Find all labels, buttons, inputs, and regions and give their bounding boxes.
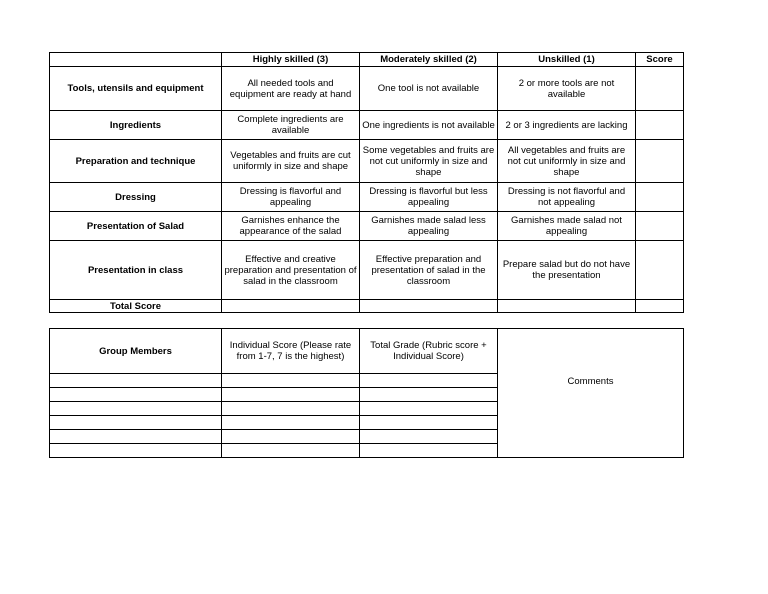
- moderately-skilled-cell: Garnishes made salad less appealing: [360, 212, 498, 241]
- unskilled-cell: Garnishes made salad not appealing: [498, 212, 636, 241]
- moderately-skilled-cell: Some vegetables and fruits are not cut uniformly in size and shape: [360, 140, 498, 183]
- member-name-cell[interactable]: [50, 402, 222, 416]
- member-name-cell[interactable]: [50, 388, 222, 402]
- total-grade-cell[interactable]: [360, 444, 498, 458]
- rubric-table: [49, 52, 684, 313]
- rubric-header-row: [50, 53, 684, 67]
- header-highly-skilled: Highly skilled (3): [222, 53, 360, 67]
- group-members-table: [49, 328, 684, 458]
- score-cell[interactable]: [636, 67, 684, 111]
- criterion-cell: Ingredients: [50, 111, 222, 140]
- total-grade-cell[interactable]: [360, 416, 498, 430]
- highly-skilled-cell: Complete ingredients are available: [222, 111, 360, 140]
- criterion-cell: Presentation of Salad: [50, 212, 222, 241]
- individual-score-cell[interactable]: [222, 430, 360, 444]
- criterion-cell: Presentation in class: [50, 241, 222, 300]
- comments-cell[interactable]: [498, 329, 684, 458]
- header-individual-score: Individual Score (Please rate from 1-7, 7 is the highest): [222, 329, 360, 374]
- header-moderately-skilled: Moderately skilled (2): [360, 53, 498, 67]
- total-score-row: [50, 300, 684, 313]
- score-cell[interactable]: [636, 183, 684, 212]
- individual-score-cell[interactable]: [222, 402, 360, 416]
- unskilled-cell: Prepare salad but do not have the presentation: [498, 241, 636, 300]
- total-score-label: Total Score: [50, 300, 222, 313]
- rubric-row: [50, 140, 684, 183]
- highly-skilled-cell: Vegetables and fruits are cut uniformly in size and shape: [222, 140, 360, 183]
- rubric-row: [50, 67, 684, 111]
- rubric-row: [50, 111, 684, 140]
- rubric-row: [50, 183, 684, 212]
- highly-skilled-cell: Effective and creative preparation and presentation of salad in the classroom: [222, 241, 360, 300]
- unskilled-cell: Dressing is not flavorful and not appealing: [498, 183, 636, 212]
- highly-skilled-cell: Garnishes enhance the appearance of the salad: [222, 212, 360, 241]
- rubric-row: [50, 212, 684, 241]
- individual-score-cell[interactable]: [222, 416, 360, 430]
- total-cell[interactable]: [222, 300, 360, 313]
- total-grade-cell[interactable]: [360, 388, 498, 402]
- highly-skilled-cell: Dressing is flavorful and appealing: [222, 183, 360, 212]
- score-cell[interactable]: [636, 140, 684, 183]
- criterion-cell: Preparation and technique: [50, 140, 222, 183]
- moderately-skilled-cell: Effective preparation and presentation of salad in the classroom: [360, 241, 498, 300]
- member-name-cell[interactable]: [50, 430, 222, 444]
- member-name-cell[interactable]: [50, 374, 222, 388]
- rubric-row: [50, 241, 684, 300]
- total-score-value[interactable]: [636, 300, 684, 313]
- header-group-members: Group Members: [50, 329, 222, 374]
- score-cell[interactable]: [636, 212, 684, 241]
- total-cell[interactable]: [498, 300, 636, 313]
- criterion-cell: Tools, utensils and equipment: [50, 67, 222, 111]
- unskilled-cell: 2 or 3 ingredients are lacking: [498, 111, 636, 140]
- moderately-skilled-cell: Dressing is flavorful but less appealing: [360, 183, 498, 212]
- member-name-cell[interactable]: [50, 416, 222, 430]
- member-name-cell[interactable]: [50, 444, 222, 458]
- unskilled-cell: All vegetables and fruits are not cut uniformly in size and shape: [498, 140, 636, 183]
- header-total-grade: Total Grade (Rubric score + Individual Score): [360, 329, 498, 374]
- unskilled-cell: 2 or more tools are not available: [498, 67, 636, 111]
- score-cell[interactable]: [636, 111, 684, 140]
- total-grade-cell[interactable]: [360, 430, 498, 444]
- criterion-cell: Dressing: [50, 183, 222, 212]
- moderately-skilled-cell: One tool is not available: [360, 67, 498, 111]
- total-grade-cell[interactable]: [360, 374, 498, 388]
- header-unskilled: Unskilled (1): [498, 53, 636, 67]
- header-blank: [50, 53, 222, 67]
- total-grade-cell[interactable]: [360, 402, 498, 416]
- moderately-skilled-cell: One ingredients is not available: [360, 111, 498, 140]
- header-score: Score: [636, 53, 684, 67]
- highly-skilled-cell: All needed tools and equipment are ready at hand: [222, 67, 360, 111]
- individual-score-cell[interactable]: [222, 388, 360, 402]
- individual-score-cell[interactable]: [222, 444, 360, 458]
- total-cell[interactable]: [360, 300, 498, 313]
- members-header-row: [50, 329, 684, 374]
- score-cell[interactable]: [636, 241, 684, 300]
- individual-score-cell[interactable]: [222, 374, 360, 388]
- comments-label: Comments: [567, 375, 614, 387]
